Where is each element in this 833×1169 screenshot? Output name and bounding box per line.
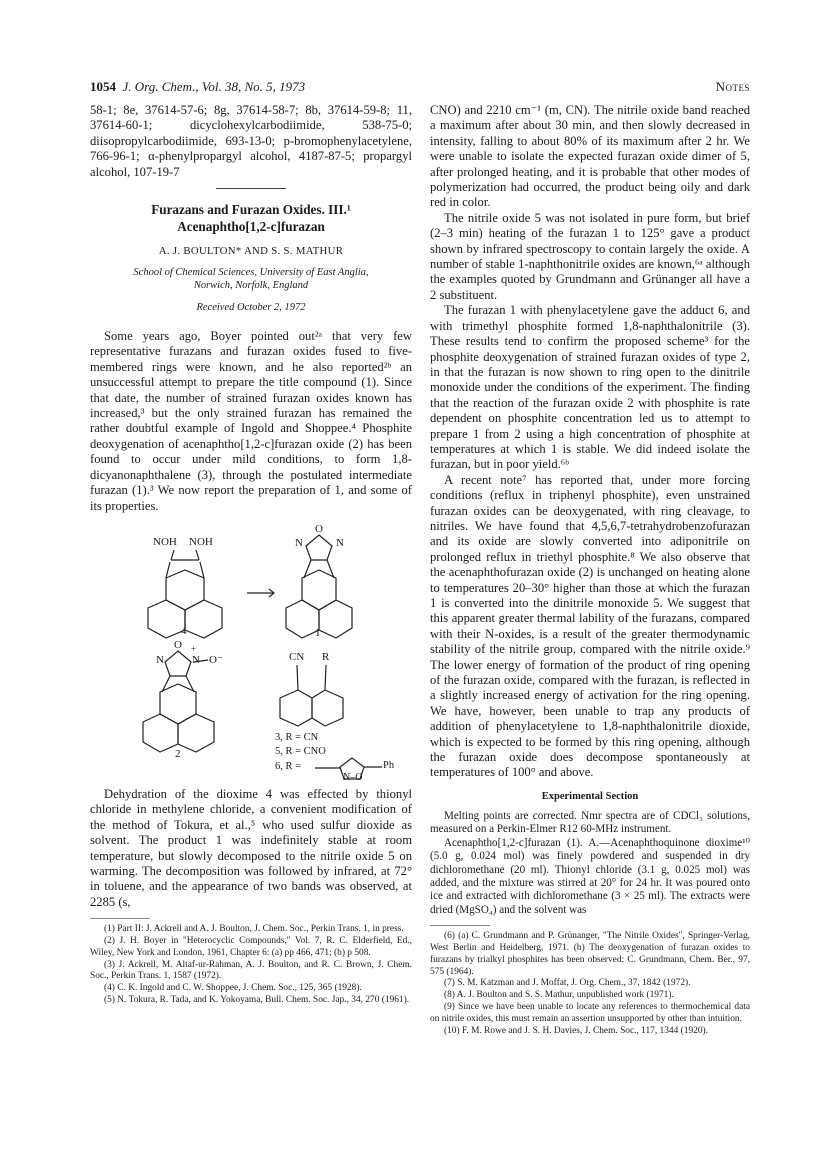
r-definition-3: 3, R = CN	[275, 731, 319, 743]
label-n-right: N	[336, 536, 344, 549]
footnotes-right	[430, 931, 750, 1037]
label-o-minus: O⁻	[209, 653, 223, 666]
footnote-divider	[90, 918, 150, 919]
label-cn: CN	[289, 650, 305, 663]
header-left	[90, 79, 305, 95]
footnote: (6) (a) C. Grundmann and P. Grünanger, "The Nitrile Oxides", Springer-Verlag, West Berlin and Heidelberg, 1971. (b) The deoxygenation of furazan oxides to furazans by trialkyl phosphites has been observed: C. Grundmann, Chem. Ber., 97, 575 (1964).	[430, 931, 750, 977]
page-number: 1054	[90, 79, 116, 94]
label-n-left: N	[295, 536, 303, 549]
paragraph: Some years ago, Boyer pointed out²ᵃ that very few representative furazans and furazan oxides fused to five-membered rings were known, and he also reported²ᵇ an unsuccessful attempt to prepare the title compound (1). Since that date, the number of strained furazan oxides known has increased,³ but the only strained furazan has remained the rather doubtful example of Ingold and Shoppee.⁴ Phosphite deoxygenation of acenaphtho[1,2-c]furazan oxide (2) has been found to occur under mild conditions, to form 1,8-dicyanonaphthalene (3), through the postulated intermediate furazan (1).³ We now report the preparation of 1, and some of its properties.	[90, 329, 412, 513]
footnote: (1) Part II: J. Ackrell and A. J. Boulton, J. Chem. Soc., Perkin Trans. 1, in press.	[104, 924, 404, 935]
footnotes-left	[90, 924, 412, 1007]
article-title-line1: Furazans and Furazan Oxides. III.¹	[151, 202, 351, 218]
label-plus: +	[191, 643, 197, 654]
footnote: (7) S. M. Katzman and J. Moffat, J. Org. Chem., 37, 1842 (1972).	[444, 978, 691, 989]
affiliation-line2: Norwich, Norfolk, England	[193, 280, 309, 292]
label-r: R	[322, 650, 330, 663]
right-column	[430, 103, 750, 1037]
r-definition-5: 5, R = CNO	[275, 745, 326, 757]
left-column	[90, 103, 412, 1007]
footnote: (4) C. K. Ingold and C. W. Shoppee, J. Chem. Soc., 125, 365 (1928).	[104, 983, 362, 994]
article-divider	[216, 188, 286, 189]
paragraph: Dehydration of the dioxime 4 was effected by thionyl chloride in methylene chloride, a convenient modification of the method of Tokura, et al.,⁵ who used sulfur dioxide as solvent. The product 1 was indefinitely stable at room temperature, but slowly decomposed to the nitrile oxide 5 on warming. The decomposition was followed by infrared, at 72° in toluene, and the appearance of two bands was observed, at 2285 (s,	[90, 786, 412, 909]
scheme-drawing	[90, 520, 412, 783]
affiliation-line1: School of Chemical Sciences, University of East Anglia,	[133, 267, 369, 279]
volume-issue: Vol. 38, No. 5, 1973	[201, 79, 306, 94]
experimental-paragraph: Acenaphtho[1,2-c]furazan (1). A.—Acenaphthoquinone dioxime¹⁰ (5.0 g, 0.024 mol) was finely powdered and suspended in dry dichloromethane (20 ml). Thionyl chloride (3.1 g, 0.025 mol) was added, and the mixture was stirred at 20° for 24 hr. It was poured onto ice and extracted with dichloromethane (3 × 25 ml). The extracts were dried (MgSO₄) and the solvent was	[430, 836, 750, 916]
article-title-line2: Acenaphtho[1,2-c]furazan	[177, 219, 325, 235]
experimental-section-heading: Experimental Section	[541, 790, 639, 802]
reaction-scheme	[90, 520, 412, 783]
label-n-ox-left: N	[156, 653, 164, 666]
experimental-paragraph: Melting points are corrected. Nmr spectra are of CDCl₃ solutions, measured on a Perkin-Elmer R12 60-MHz instrument.	[430, 809, 750, 836]
label-noh-right: NOH	[189, 535, 213, 548]
footnote: (10) F. M. Rowe and J. S. H. Davies, J. Chem. Soc., 117, 1344 (1920).	[444, 1025, 708, 1036]
running-header	[90, 79, 750, 97]
r-definition-6: 6, R =	[275, 760, 302, 772]
label-n-o: N–O	[343, 771, 363, 783]
received-date: Received October 2, 1972	[196, 302, 306, 314]
authors: A. J. BOULTON* AND S. S. MATHUR	[158, 245, 344, 258]
footnote: (3) J. Ackrell, M. Altaf-ur-Rahman, A. J. Boulton, and R. C. Brown, J. Chem. Soc., Perkin Trans. 1, 1587 (1972).	[90, 959, 412, 982]
registry-numbers: 58-1; 8e, 37614-57-6; 8g, 37614-58-7; 8b, 37614-59-8; 11, 37614-60-1; dicyclohexylcarbodiimide, 538-75-0; diisopropylcarbodiimide, 693-13-0; p-bromophenylacetylene, 766-96-1; α-phenylpropargyl alcohol, 4187-87-5; propargyl alcohol, 107-19-7	[90, 103, 412, 179]
section-label: Notes	[715, 79, 750, 94]
label-o-ring: O	[174, 638, 182, 651]
label-ph: Ph	[383, 759, 395, 771]
footnote: (9) Since we have been unable to locate any references to thermochemical data on nitrile oxides, this must remain an assertion unsupported by other than intuition.	[430, 1001, 750, 1024]
furazan-oxide-structure	[143, 651, 214, 752]
journal-name: J. Org. Chem.,	[122, 79, 199, 94]
paragraph: A recent note⁷ has reported that, under more forcing conditions (reflux in triphenyl phosphite), even unstrained furazan oxides can be deoxygenated, with ring cleavage, to nitriles. We have found that 4,5,6,7-tetrahydrobenzofurazan and its oxide are slowly converted into adiponitrile on prolonged reflux in triethyl phosphite.⁸ We also observe that the acenaphthofurazan oxide (2) is unchanged on heating alone to temperatures 20–30° higher than those at which the furazan 1 is converted into the dinitrile monoxide 5. We suggest that this apparent greater thermal lability of the furazans, compared with their N-oxides, is a result of the greater thermodynamic stability of the nitrile group, compared with the nitrile oxide.⁹ The lower energy of formation of the product of ring opening of the furazan oxide, compared with the furazan, is reflected in a slightly increased energy of activation for the ring opening. We have, however, been unable to trap any products of addition of phenylacetylene to 1,8-naphthalonitrile dioxide, which is expected to be formed by this ring opening, although the furazan oxide does decompose spontaneously at temperatures of 100° and above.	[430, 472, 750, 780]
paragraph: The furazan 1 with phenylacetylene gave the adduct 6, and with trimethyl phosphite formed 1,8-naphthalonitrile (3). These results tend to confirm the proposed scheme³ for the phosphite deoxygenation of strained furazan oxides of type 2, in that the furazan is now shown to ring open to the dinitrile monoxide under the conditions of the experiment. The finding that the reaction of the furazan oxide 2 with phosphite is rate dependent on phosphite concentration led us to attempt to prepare 1 from 2 using a high concentration of phosphite at temperatures at which 1 is stable. We did indeed isolate the furazan, but in poor yield.⁶ᵇ	[430, 303, 750, 472]
compound-4-label: 4	[181, 624, 187, 637]
footnote: (5) N. Tokura, R. Tada, and K. Yokoyama, Bull. Chem. Soc. Jap., 34, 270 (1961).	[104, 994, 410, 1005]
label-o: O	[315, 522, 323, 535]
footnote: (8) A. J. Boulton and S. S. Mathur, unpublished work (1971).	[444, 990, 674, 1001]
naphthalene-structure	[280, 665, 343, 726]
paragraph: CNO) and 2210 cm⁻¹ (m, CN). The nitrile oxide band reached a maximum after about 30 min, and then slowly decreased in intensity, falling to about 80% of its maximum after 2 hr. We were unable to isolate the expected furazan oxide dimer of 5, after prolonged heating, and it is probable that other modes of polymerization had occurred, the product being oily and dark red in color.	[430, 103, 750, 210]
affiliation	[90, 266, 412, 292]
furazan-structure	[286, 535, 352, 638]
footnote: (2) J. H. Boyer in "Heterocyclic Compounds," Vol. 7, R. C. Elderfield, Ed., Wiley, New York and London, 1961, Chapter 6: (a) pp 466, 471; (b) p 508.	[90, 935, 412, 958]
footnote-divider	[430, 925, 490, 926]
label-n-ox-right: N	[192, 653, 200, 666]
compound-2-label: 2	[175, 747, 181, 760]
compound-1-label: 1	[315, 626, 321, 639]
label-noh-left: NOH	[153, 535, 177, 548]
paragraph: The nitrile oxide 5 was not isolated in pure form, but brief (2–3 min) heating of the furazan 1 to 125° gave a product shown by infrared spectroscopy to contain largely the oxide. A number of stable 1-naphthonitrile oxides are known,⁶ᵃ although the examples quoted by Grundmann and Grünanger all have a 2 substituent.	[430, 210, 750, 302]
